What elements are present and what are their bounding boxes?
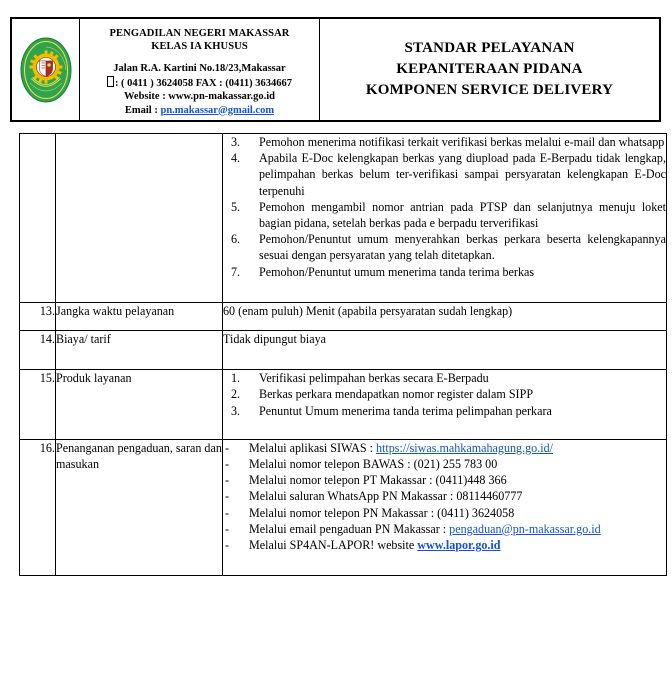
row-label: Jangka waktu pelayanan	[56, 302, 223, 330]
court-name: PENGADILAN NEGERI MAKASSAR KELAS IA KHUSUS	[109, 28, 290, 52]
row-value-text: 60 (enam puluh) Menit (apabila persyaratan sudah lengkap)	[223, 303, 513, 318]
cell-bottom-spacer	[223, 419, 666, 439]
list-marker: 1.	[231, 371, 241, 386]
row-value	[223, 302, 667, 330]
row-label: Produk layanan	[56, 370, 223, 440]
row-value	[223, 134, 667, 303]
list-marker: 2.	[231, 387, 241, 402]
product-list	[223, 370, 666, 419]
court-email-line	[86, 104, 314, 118]
service-standard-table	[19, 133, 667, 576]
list-marker: 5.	[231, 199, 241, 214]
list-marker: -	[225, 457, 230, 472]
court-contact-block	[86, 62, 314, 117]
document-header-table	[10, 17, 661, 122]
document-title-line-3: KOMPONEN SERVICE DELIVERY	[365, 82, 614, 98]
list-text: Melalui email pengaduan PN Makassar :	[249, 521, 450, 536]
table-row	[20, 134, 667, 303]
list-item	[223, 537, 666, 553]
list-marker: -	[225, 489, 230, 504]
row-number	[20, 134, 56, 303]
header-logo-cell	[12, 19, 80, 120]
list-marker: 6.	[231, 232, 241, 247]
list-item	[223, 440, 666, 456]
row-value	[223, 439, 667, 575]
court-email-label: Email :	[124, 104, 158, 116]
table-row	[20, 439, 667, 575]
list-marker: 3.	[231, 135, 241, 149]
list-text: Pemohon/Penuntut umum menerima tanda terima berkas	[259, 264, 535, 279]
list-item	[223, 386, 666, 402]
list-item	[223, 456, 666, 472]
header-title-cell	[320, 19, 659, 120]
list-marker: -	[225, 473, 230, 488]
list-item	[223, 134, 666, 150]
procedure-list	[223, 134, 666, 280]
row-label	[56, 134, 223, 303]
list-item	[223, 521, 666, 537]
lapor-link[interactable]: www.lapor.go.id	[417, 538, 501, 553]
list-text: Melalui saluran WhatsApp PN Makassar : 08114460777	[249, 489, 523, 504]
row-label: Biaya/ tarif	[56, 331, 223, 370]
list-text: Melalui SP4AN-LAPOR! website	[249, 538, 418, 553]
list-marker: 7.	[231, 264, 241, 279]
row-number: 16.	[20, 439, 56, 575]
court-phone-fax	[86, 76, 314, 91]
list-item	[223, 472, 666, 488]
row-number: 14.	[20, 331, 56, 370]
court-phone-fax-text: : ( 0411 ) 3624058 FAX : (0411) 3634667	[114, 77, 293, 89]
complaint-email-link[interactable]: pengaduan@pn-makassar.go.id	[449, 521, 601, 536]
row-number: 13.	[20, 302, 56, 330]
document-title-line-1: STANDAR PELAYANAN	[404, 40, 575, 56]
list-text: Melalui nomor telepon PN Makassar : (0411) 3624058	[249, 505, 515, 520]
siwas-link[interactable]: https://siwas.mahkamahagung.go.id/	[375, 440, 554, 455]
row-value	[223, 331, 667, 370]
list-text: Pemohon menerima notifikasi terkait verifikasi berkas melalui e-mail dan whatsapp	[259, 135, 665, 149]
list-item	[223, 403, 666, 419]
list-item	[223, 505, 666, 521]
table-row	[20, 370, 667, 440]
list-text: Berkas perkara mendapatkan nomor register dalam SIPP	[259, 387, 534, 402]
list-text: Verifikasi pelimpahan berkas secara E-Berpadu	[259, 371, 489, 386]
list-marker: -	[225, 440, 230, 455]
list-marker: 3.	[231, 403, 241, 418]
list-text: Melalui nomor telepon BAWAS : (021) 255 783 00	[249, 457, 498, 472]
list-text: Melalui aplikasi SIWAS :	[249, 440, 376, 455]
list-text: Pemohon mengambil nomor antrian pada PTSP dan selanjutnya menuju loket bagian pidana, setelah berkas pada e berpadu terverifikasi	[259, 199, 666, 231]
court-address: Jalan R.A. Kartini No.18/23,Makassar	[113, 63, 286, 74]
complaint-channel-list	[223, 440, 666, 553]
list-item	[223, 370, 666, 386]
list-item	[223, 199, 666, 231]
cell-bottom-spacer	[223, 319, 666, 330]
list-item	[223, 231, 666, 263]
telephone-icon	[107, 76, 114, 87]
table-row	[20, 331, 667, 370]
cell-bottom-spacer	[223, 553, 666, 575]
row-value-text: Tidak dipungut biaya	[223, 332, 327, 347]
court-website: Website : www.pn-makassar.go.id	[123, 91, 275, 102]
cell-bottom-spacer	[223, 280, 666, 302]
list-item	[223, 488, 666, 504]
document-title-line-2: KEPANITERAAN PIDANA	[396, 61, 583, 77]
list-text: Pemohon/Penuntut umum menyerahkan berkas perkara beserta kelengkapannya sesuai dengan persyaratan yang telah ditetapkan.	[259, 232, 666, 263]
list-marker: 4.	[231, 151, 241, 166]
list-text: Apabila E-Doc kelengkapan berkas yang diupload pada E-Berpadu tidak lengkap, pelimpahan berkas belum ter-verifikasi sampai persyaratan kelengkapan E-Doc terpenuhi	[259, 151, 666, 198]
table-row	[20, 302, 667, 330]
header-identity-cell	[80, 19, 320, 120]
list-text: Penuntut Umum menerima tanda terima pelimpahan perkara	[259, 403, 552, 418]
list-marker: -	[225, 538, 230, 553]
cell-bottom-spacer	[223, 347, 666, 369]
row-number: 15.	[20, 370, 56, 440]
court-seal-icon	[20, 37, 72, 103]
court-email-link[interactable]: pn.makassar@gmail.com	[160, 104, 275, 116]
list-item	[223, 150, 666, 199]
list-marker: -	[225, 521, 230, 536]
list-text: Melalui nomor telepon PT Makassar : (0411)448 366	[249, 473, 507, 488]
list-marker: -	[225, 505, 230, 520]
row-label: Penanganan pengaduan, saran dan masukan	[56, 439, 223, 575]
list-item	[223, 264, 666, 280]
row-value	[223, 370, 667, 440]
